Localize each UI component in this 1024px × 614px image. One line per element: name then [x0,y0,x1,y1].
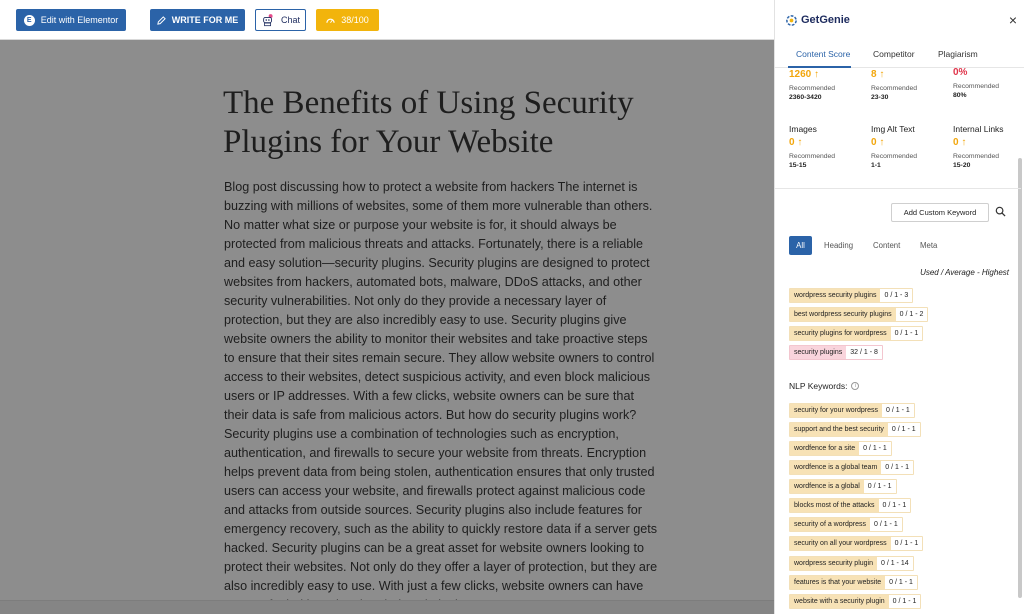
keyword-chip-name: security plugins [790,346,846,359]
brand-name: GetGenie [801,14,850,26]
metric-word-count [789,66,835,102]
info-icon[interactable]: i [851,382,859,390]
tab-plagiarism[interactable]: Plagiarism [938,49,978,59]
nlp-keyword-name: security for your wordpress [790,404,882,417]
keyword-chip[interactable] [789,288,913,303]
metric-internal-links-label: Internal Links [953,124,1004,134]
nlp-keyword-chip[interactable] [789,536,923,551]
nlp-keyword-name: blocks most of the attacks [790,499,879,512]
metric-keyword-usage-rec: Recommended [953,83,1000,90]
keyword-chip-overused[interactable] [789,345,883,360]
nlp-keywords-heading [789,381,859,391]
nlp-keyword-name: website with a security plugin [790,595,889,608]
metric-internal-links-rec: Recommended [953,153,1000,160]
elementor-icon: E [24,15,35,26]
keyword-chip-name: wordpress security plugins [790,289,880,302]
metric-headings-value: 8 ↑ [871,69,885,80]
metric-images-rec: Recommended [789,153,836,160]
write-for-me-button[interactable] [150,9,245,31]
keyword-chip-count: 0 / 1 - 3 [880,289,912,302]
nlp-keyword-chip[interactable] [789,460,914,475]
metric-img-alt-text-label: Img Alt Text [871,124,915,134]
nlp-keyword-name: wordpress security plugin [790,557,877,570]
nlp-keyword-chip[interactable] [789,498,911,513]
metric-img-alt-text-range: 1-1 [871,162,881,169]
nlp-keyword-name: security of a wordpress [790,518,870,531]
nlp-keyword-count: 0 / 1 - 1 [859,442,891,455]
nlp-keyword-name: wordfence is a global team [790,461,881,474]
metric-keyword-usage-range: 80% [953,92,967,99]
nlp-keyword-name: wordfence is a global [790,480,864,493]
metric-internal-links-range: 15-20 [953,162,971,169]
metric-img-alt-text-value: 0 ↑ [871,137,885,148]
metric-keyword-usage-value: 0% [953,67,968,78]
metric-images-value: 0 ↑ [789,137,803,148]
used-average-highest-legend: Used / Average - Highest [920,268,1009,277]
post-body[interactable]: Blog post discussing how to protect a website from hackers The internet is buzzing with millions of websites, some of them more vulnerable than others. No matter what size or purpose your website is for, it should always be protected from malicious threats and attacks. Fortunately, there is a reliable and easy solution—security plugins. Security plugins are designed to protect websites from hackers, automated bots, malware, DDoS attacks, and other security vulnerabilities. Not only do they provide a necessary layer of protection, but they are also incredibly easy to use. Security plugins give website owners the ability to monitor their websites and take proactive steps to ensure that their sites remain secure. They allow website owners to control access to their websites, detect suspicious activity, and even block malicious users or IP addresses. With a few clicks, website owners can be sure that their data is safe from malicious actors. But how do security plugins work? Security plugins use a combination of technologies such as encryption, authentication, and firewalls to secure your website from threats. Encryption helps prevent data from being stolen, authentication ensures that only trusted users can access your website, and firewalls protect against malicious code and attacks from outside sources. Security plugins also include features for emergency recovery, such as the ability to quickly restore data if a server gets hacked. Security plugins can be a great asset for website owners looking to protect their websites. Not only do they offer a layer of protection, but they are also incredibly easy to use. With just a few clicks, website owners can have [224,180,658,593]
tab-content-score[interactable]: Content Score [796,49,851,59]
nlp-keyword-chip[interactable] [789,556,914,571]
metric-img-alt-text-rec: Recommended [871,153,918,160]
keyword-chip-count: 0 / 1 - 1 [891,327,923,340]
nlp-keyword-count: 0 / 1 - 1 [889,595,921,608]
metric-headings-rec: Recommended [871,85,918,92]
nlp-keyword-count: 0 / 1 - 1 [885,576,917,589]
keyword-chip[interactable] [789,307,928,322]
content-score-button[interactable] [316,9,379,31]
write-for-me-label: WRITE FOR ME [171,15,239,25]
metric-images-range: 15-15 [789,162,807,169]
nlp-keyword-chip[interactable] [789,575,918,590]
tab-competitor[interactable]: Competitor [873,49,915,59]
chat-label: Chat [280,15,300,25]
nlp-keyword-count: 0 / 1 - 1 [864,480,896,493]
chat-button[interactable] [255,9,306,31]
filter-content[interactable]: Content [873,241,901,250]
nlp-keyword-name: support and the best security [790,423,888,436]
nlp-keyword-count: 0 / 1 - 1 [882,404,914,417]
gauge-icon [326,17,335,24]
nlp-keyword-name: wordfence for a site [790,442,859,455]
nlp-keyword-name: features is that your website [790,576,885,589]
metric-images-label: Images [789,124,817,134]
add-custom-keyword-button[interactable]: Add Custom Keyword [891,203,989,222]
metric-img-alt-text [871,124,917,170]
metric-keyword-usage [953,64,999,100]
nlp-keyword-count: 0 / 1 - 1 [870,518,902,531]
nlp-keyword-chip[interactable] [789,441,892,456]
nlp-keyword-chip[interactable] [789,479,897,494]
chatbot-icon [261,13,275,27]
nlp-keyword-count: 0 / 1 - 14 [877,557,913,570]
pencil-icon [157,16,166,25]
metric-word-count-range: 2360-3420 [789,94,822,101]
metric-headings-range: 23-30 [871,94,889,101]
section-divider [775,188,1021,189]
editor-canvas [0,40,774,614]
search-icon[interactable] [995,206,1006,217]
nlp-keyword-chip[interactable] [789,594,921,609]
keyword-chip-name: security plugins for wordpress [790,327,891,340]
post-title[interactable]: The Benefits of Using Security Plugins for Your Website [223,85,634,160]
nlp-keywords-title: NLP Keywords: [789,381,848,391]
keyword-chip-name: best wordpress security plugins [790,308,896,321]
keyword-chip-count: 32 / 1 - 8 [846,346,882,359]
edit-with-elementor-label: Edit with Elementor [40,15,119,25]
filter-meta[interactable]: Meta [920,241,938,250]
nlp-keyword-count: 0 / 1 - 1 [881,461,913,474]
nlp-keyword-chip[interactable] [789,517,903,532]
canvas-footer [0,600,774,614]
metric-images [789,124,835,170]
getgenie-logo [785,14,850,27]
getgenie-panel [774,0,1024,614]
getgenie-logo-icon [785,14,798,27]
nlp-keyword-count: 0 / 1 - 1 [888,423,920,436]
metric-internal-links-value: 0 ↑ [953,137,967,148]
close-icon[interactable]: × [1008,12,1017,28]
keyword-chip-count: 0 / 1 - 2 [896,308,928,321]
metric-word-count-value: 1260 ↑ [789,69,820,80]
metric-word-count-rec: Recommended [789,85,836,92]
filter-heading[interactable]: Heading [824,241,854,250]
metric-headings [871,66,917,102]
nlp-keyword-count: 0 / 1 - 1 [879,499,911,512]
metric-internal-links [953,124,1004,170]
editor-toolbar [0,0,774,40]
panel-header [775,0,1024,40]
panel-scrollbar[interactable] [1018,158,1022,598]
edit-with-elementor-button[interactable] [16,9,126,31]
content-score-value: 38/100 [341,15,369,25]
nlp-keyword-name: security on all your wordpress [790,537,891,550]
nlp-keyword-chip[interactable] [789,422,921,437]
keyword-chip[interactable] [789,326,923,341]
filter-all[interactable]: All [789,236,812,255]
nlp-keyword-count: 0 / 1 - 1 [891,537,923,550]
nlp-keyword-chip[interactable] [789,403,915,418]
